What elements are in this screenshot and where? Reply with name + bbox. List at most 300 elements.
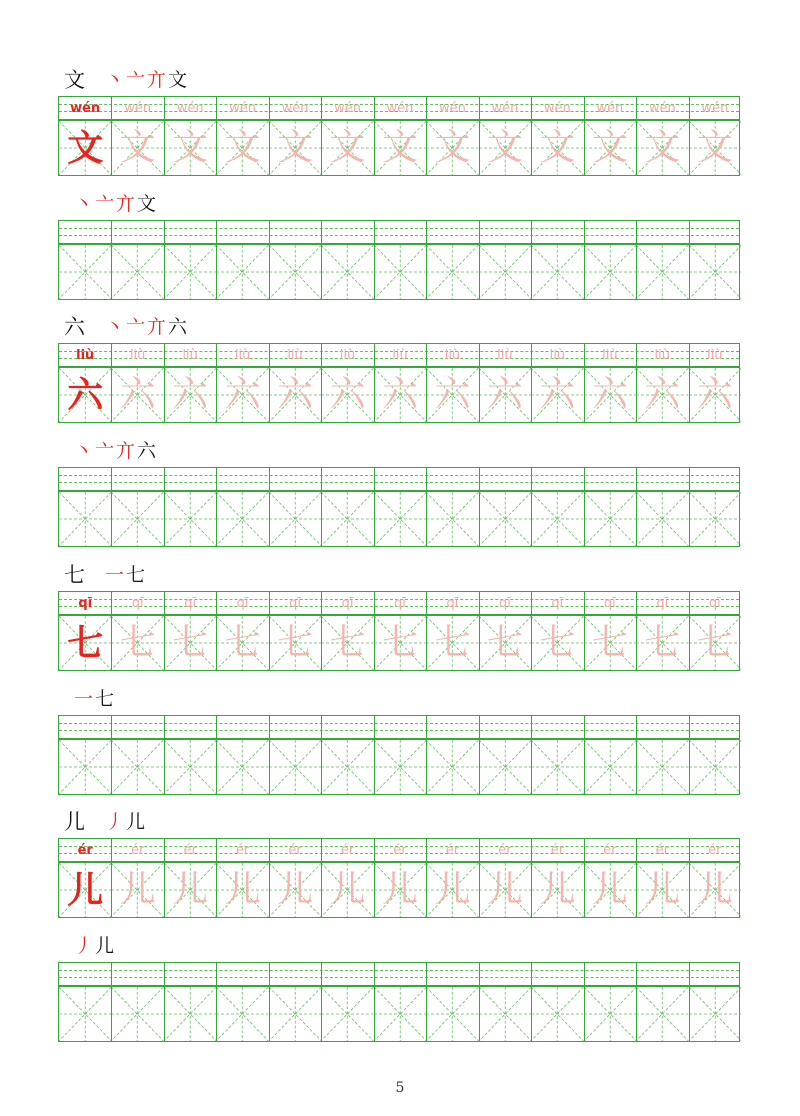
stroke-step-glyph: 儿 — [126, 811, 146, 833]
practice-cell — [531, 987, 583, 1041]
practice-cell — [164, 245, 216, 299]
column-divider — [479, 987, 480, 1041]
trace-cell — [111, 121, 163, 175]
column-divider — [689, 221, 690, 243]
column-divider — [164, 468, 165, 490]
practice-cell — [111, 740, 163, 794]
practice-cell — [164, 492, 216, 546]
column-divider — [531, 740, 532, 794]
stroke-step — [137, 439, 156, 463]
column-divider — [374, 987, 375, 1041]
trace-cell — [689, 616, 741, 670]
pinyin-trace: liù — [602, 348, 618, 363]
trace-character: 文 — [172, 127, 209, 168]
trace-cell — [636, 368, 688, 422]
pinyin-trace: liù — [234, 348, 251, 363]
page-number: 5 — [395, 1080, 405, 1096]
column-divider — [164, 740, 165, 794]
trace-character: 儿 — [329, 869, 366, 910]
pinyin-band — [58, 591, 740, 615]
pinyin-trace: wén — [176, 101, 204, 116]
practice-cell — [374, 987, 426, 1041]
pinyin-label: liù — [76, 348, 95, 363]
column-divider — [636, 221, 637, 243]
column-divider — [374, 740, 375, 794]
trace-cell — [111, 863, 163, 917]
practice-cell — [111, 987, 163, 1041]
stroke-order-heading — [64, 437, 158, 463]
trace-character: 儿 — [486, 869, 523, 910]
column-divider — [374, 716, 375, 738]
stroke-step — [126, 315, 145, 339]
column-divider — [584, 245, 585, 299]
trace-character: 七 — [224, 622, 261, 663]
column-divider — [111, 716, 112, 738]
trace-character: 文 — [434, 127, 471, 168]
trace-character: 儿 — [539, 869, 576, 910]
trace-character: 儿 — [119, 869, 156, 910]
stroke-step-glyph: 六 — [168, 316, 188, 338]
pinyin-trace: liù — [339, 348, 356, 363]
trace-character: 六 — [434, 374, 471, 415]
column-divider — [689, 963, 690, 985]
trace-character: 儿 — [172, 869, 209, 910]
pinyin-trace: qī — [446, 596, 459, 611]
stroke-step — [105, 563, 124, 587]
stroke-step — [74, 192, 93, 216]
column-divider — [164, 245, 165, 299]
trace-cell — [164, 863, 216, 917]
stroke-step — [74, 687, 93, 711]
column-divider — [321, 987, 322, 1041]
stroke-order-heading — [64, 190, 158, 216]
column-divider — [111, 963, 112, 985]
pinyin-trace: liù — [287, 348, 303, 363]
trace-character: 儿 — [591, 869, 628, 910]
column-divider — [269, 716, 270, 738]
stroke-step-glyph: 丶 — [74, 193, 94, 215]
trace-cell — [374, 863, 426, 917]
pinyin-band — [58, 96, 740, 120]
pinyin-trace: qī — [656, 596, 669, 611]
trace-character: 七 — [539, 622, 576, 663]
trace-cell — [111, 616, 163, 670]
model-character: 七 — [67, 622, 104, 664]
trace-cell — [269, 368, 321, 422]
practice-cell — [216, 740, 268, 794]
stroke-step-glyph: 一 — [105, 564, 125, 586]
column-divider — [374, 468, 375, 490]
column-divider — [531, 716, 532, 738]
practice-cell — [374, 492, 426, 546]
trace-grid-row — [58, 120, 740, 176]
column-divider — [689, 468, 690, 490]
column-divider — [479, 716, 480, 738]
trace-character: 儿 — [644, 869, 681, 910]
column-divider — [321, 492, 322, 546]
column-divider — [636, 987, 637, 1041]
stroke-step-glyph: 亣 — [116, 193, 136, 215]
pinyin-trace: qī — [551, 596, 564, 611]
pinyin-band — [58, 715, 740, 739]
trace-cell — [216, 121, 268, 175]
column-divider — [269, 492, 270, 546]
practice-cell — [111, 492, 163, 546]
practice-cell — [636, 492, 688, 546]
column-divider — [321, 468, 322, 490]
column-divider — [216, 468, 217, 490]
pinyin-trace: wén — [596, 101, 624, 116]
trace-cell — [531, 121, 583, 175]
trace-character: 文 — [644, 127, 681, 168]
column-divider — [321, 221, 322, 243]
stroke-order-heading — [64, 685, 116, 711]
trace-grid-row — [58, 615, 740, 671]
column-divider — [426, 716, 427, 738]
practice-cell — [636, 245, 688, 299]
column-divider — [689, 245, 690, 299]
practice-cell — [321, 740, 373, 794]
trace-character: 儿 — [381, 869, 418, 910]
stroke-order-heading — [64, 808, 147, 834]
practice-cell — [321, 492, 373, 546]
pinyin-trace: qī — [184, 596, 197, 611]
pinyin-trace: wén — [334, 101, 361, 116]
practice-cell — [59, 492, 111, 546]
practice-cell — [636, 740, 688, 794]
practice-cell — [426, 492, 478, 546]
trace-character: 六 — [172, 374, 209, 415]
heading-character: 儿 — [64, 810, 85, 834]
trace-character: 文 — [224, 127, 261, 168]
trace-character: 六 — [329, 374, 366, 415]
pinyin-trace: ér — [550, 843, 565, 858]
pinyin-label: ér — [77, 843, 93, 858]
pinyin-trace: wén — [701, 101, 729, 116]
trace-character: 文 — [591, 127, 628, 168]
pinyin-trace: ér — [498, 843, 512, 858]
pinyin-trace: ér — [340, 843, 355, 858]
pinyin-trace: liù — [129, 348, 146, 363]
pinyin-trace: ér — [183, 843, 197, 858]
column-divider — [584, 468, 585, 490]
stroke-step-glyph: 亣 — [147, 316, 167, 338]
stroke-step — [147, 315, 166, 339]
column-divider — [689, 987, 690, 1041]
column-divider — [584, 740, 585, 794]
column-divider — [269, 468, 270, 490]
column-divider — [689, 716, 690, 738]
model-character: 儿 — [67, 869, 104, 911]
pinyin-trace: ér — [288, 843, 302, 858]
trace-cell — [216, 368, 268, 422]
column-divider — [269, 221, 270, 243]
stroke-order-heading — [64, 66, 189, 92]
column-divider — [426, 963, 427, 985]
stroke-step-glyph: 亣 — [147, 69, 167, 91]
pinyin-label: wén — [70, 101, 101, 116]
stroke-step — [74, 439, 93, 463]
column-divider — [269, 987, 270, 1041]
stroke-step — [116, 192, 135, 216]
pinyin-trace: qī — [289, 596, 301, 611]
trace-character: 文 — [381, 127, 418, 168]
practice-cell — [479, 492, 531, 546]
stroke-step — [95, 192, 114, 216]
pinyin-trace: qī — [498, 596, 511, 611]
trace-character: 儿 — [696, 869, 733, 910]
trace-cell — [689, 863, 741, 917]
column-divider — [374, 963, 375, 985]
column-divider — [269, 245, 270, 299]
column-divider — [216, 716, 217, 738]
stroke-step-glyph: 文 — [137, 193, 157, 215]
pinyin-trace: liù — [392, 348, 408, 363]
trace-character: 六 — [696, 374, 733, 415]
practice-cell — [426, 245, 478, 299]
trace-cell — [374, 616, 426, 670]
column-divider — [531, 963, 532, 985]
pinyin-trace: ér — [235, 843, 250, 858]
stroke-step — [168, 315, 187, 339]
practice-cell — [636, 987, 688, 1041]
trace-cell — [531, 616, 583, 670]
practice-cell — [584, 492, 636, 546]
column-divider — [426, 740, 427, 794]
trace-cell — [584, 863, 636, 917]
trace-cell — [479, 121, 531, 175]
practice-cell — [531, 740, 583, 794]
practice-cell — [374, 245, 426, 299]
pinyin-trace: qī — [394, 596, 406, 611]
column-divider — [111, 492, 112, 546]
stroke-step-glyph: 亣 — [116, 440, 136, 462]
trace-cell — [321, 616, 373, 670]
trace-character: 七 — [381, 622, 418, 663]
trace-cell — [321, 368, 373, 422]
model-character: 六 — [67, 374, 104, 416]
column-divider — [374, 221, 375, 243]
pinyin-trace: wén — [543, 101, 571, 116]
column-divider — [111, 245, 112, 299]
practice-cell — [584, 987, 636, 1041]
column-divider — [216, 987, 217, 1041]
pinyin-trace: ér — [655, 843, 669, 858]
pinyin-trace: wén — [491, 101, 519, 116]
column-divider — [584, 221, 585, 243]
trace-character: 六 — [539, 374, 576, 415]
trace-character: 文 — [329, 127, 366, 168]
column-divider — [216, 245, 217, 299]
column-divider — [636, 740, 637, 794]
column-divider — [321, 716, 322, 738]
trace-cell — [531, 368, 583, 422]
trace-character: 儿 — [434, 869, 471, 910]
practice-cell — [111, 245, 163, 299]
column-divider — [216, 221, 217, 243]
stroke-step — [105, 315, 124, 339]
trace-character: 七 — [434, 622, 471, 663]
practice-cell — [269, 987, 321, 1041]
stroke-step-glyph: 文 — [168, 69, 188, 91]
heading-character: 七 — [64, 563, 85, 587]
trace-character: 六 — [119, 374, 156, 415]
column-divider — [689, 492, 690, 546]
column-divider — [636, 716, 637, 738]
model-cell — [59, 121, 111, 175]
trace-cell — [164, 368, 216, 422]
trace-character: 文 — [119, 127, 156, 168]
stroke-step-glyph: 亠 — [126, 316, 146, 338]
stroke-step-glyph: 七 — [95, 688, 115, 710]
column-divider — [111, 740, 112, 794]
trace-character: 文 — [486, 127, 523, 168]
trace-cell — [584, 368, 636, 422]
pinyin-trace: liù — [182, 348, 198, 363]
practice-cell — [164, 740, 216, 794]
column-divider — [321, 740, 322, 794]
practice-cell — [531, 492, 583, 546]
stroke-order-heading — [64, 313, 189, 339]
practice-cell — [374, 740, 426, 794]
column-divider — [636, 468, 637, 490]
column-divider — [111, 221, 112, 243]
pinyin-trace: qī — [131, 596, 144, 611]
practice-cell — [269, 740, 321, 794]
pinyin-band — [58, 220, 740, 244]
column-divider — [479, 468, 480, 490]
stroke-step — [74, 934, 93, 958]
practice-cell — [531, 245, 583, 299]
pinyin-trace: liù — [707, 348, 723, 363]
trace-cell — [426, 616, 478, 670]
trace-cell — [584, 616, 636, 670]
pinyin-trace: liù — [444, 348, 461, 363]
column-divider — [531, 468, 532, 490]
pinyin-trace: qī — [708, 596, 721, 611]
pinyin-band — [58, 343, 740, 367]
heading-character: 六 — [64, 315, 85, 339]
pinyin-band — [58, 962, 740, 986]
trace-character: 六 — [486, 374, 523, 415]
pinyin-trace: liù — [654, 348, 671, 363]
stroke-step — [147, 68, 166, 92]
column-divider — [531, 245, 532, 299]
column-divider — [479, 740, 480, 794]
trace-cell — [321, 863, 373, 917]
stroke-step — [116, 439, 135, 463]
column-divider — [584, 963, 585, 985]
trace-cell — [216, 616, 268, 670]
trace-character: 六 — [644, 374, 681, 415]
column-divider — [479, 492, 480, 546]
model-cell — [59, 863, 111, 917]
column-divider — [164, 492, 165, 546]
trace-cell — [636, 863, 688, 917]
trace-cell — [531, 863, 583, 917]
stroke-step — [95, 934, 114, 958]
stroke-step-glyph: 亠 — [95, 193, 115, 215]
pinyin-trace: ér — [131, 843, 145, 858]
pinyin-trace: wén — [281, 101, 309, 116]
practice-cell — [321, 245, 373, 299]
practice-cell — [216, 245, 268, 299]
heading-character: 文 — [64, 68, 85, 92]
practice-cell — [269, 492, 321, 546]
pinyin-trace: qī — [341, 596, 354, 611]
column-divider — [111, 987, 112, 1041]
stroke-step-glyph: 儿 — [95, 935, 115, 957]
trace-character: 六 — [381, 374, 418, 415]
practice-cell — [584, 740, 636, 794]
practice-cell — [479, 245, 531, 299]
trace-grid-row — [58, 862, 740, 918]
stroke-order-heading — [64, 932, 116, 958]
stroke-step-glyph: 亠 — [95, 440, 115, 462]
pinyin-band — [58, 838, 740, 862]
practice-cell — [479, 987, 531, 1041]
practice-grid-row — [58, 244, 740, 300]
column-divider — [426, 492, 427, 546]
trace-character: 七 — [696, 622, 733, 663]
column-divider — [636, 245, 637, 299]
pinyin-band — [58, 467, 740, 491]
pinyin-trace: wén — [439, 101, 466, 116]
stroke-order-heading — [64, 561, 147, 587]
trace-cell — [636, 121, 688, 175]
stroke-step — [126, 563, 145, 587]
column-divider — [216, 740, 217, 794]
practice-cell — [689, 245, 741, 299]
practice-cell — [426, 987, 478, 1041]
trace-character: 七 — [329, 622, 366, 663]
trace-character: 文 — [277, 127, 314, 168]
stroke-step — [95, 687, 114, 711]
column-divider — [584, 987, 585, 1041]
column-divider — [531, 221, 532, 243]
column-divider — [374, 245, 375, 299]
stroke-step-glyph: 丿 — [74, 935, 94, 957]
column-divider — [479, 245, 480, 299]
column-divider — [479, 221, 480, 243]
trace-character: 七 — [172, 622, 209, 663]
practice-cell — [689, 740, 741, 794]
practice-cell — [689, 987, 741, 1041]
trace-cell — [479, 863, 531, 917]
stroke-step — [105, 68, 124, 92]
trace-cell — [164, 616, 216, 670]
pinyin-trace: liù — [497, 348, 513, 363]
trace-cell — [374, 121, 426, 175]
trace-character: 儿 — [277, 869, 314, 910]
stroke-step-glyph: 丶 — [74, 440, 94, 462]
trace-cell — [269, 616, 321, 670]
column-divider — [216, 963, 217, 985]
trace-cell — [216, 863, 268, 917]
trace-cell — [636, 616, 688, 670]
column-divider — [636, 963, 637, 985]
column-divider — [426, 468, 427, 490]
stroke-step — [126, 810, 145, 834]
column-divider — [216, 492, 217, 546]
stroke-step-glyph: 六 — [137, 440, 157, 462]
trace-character: 文 — [696, 127, 733, 168]
trace-character: 七 — [644, 622, 681, 663]
practice-cell — [59, 245, 111, 299]
pinyin-trace: wén — [229, 101, 257, 116]
trace-cell — [111, 368, 163, 422]
practice-cell — [59, 987, 111, 1041]
